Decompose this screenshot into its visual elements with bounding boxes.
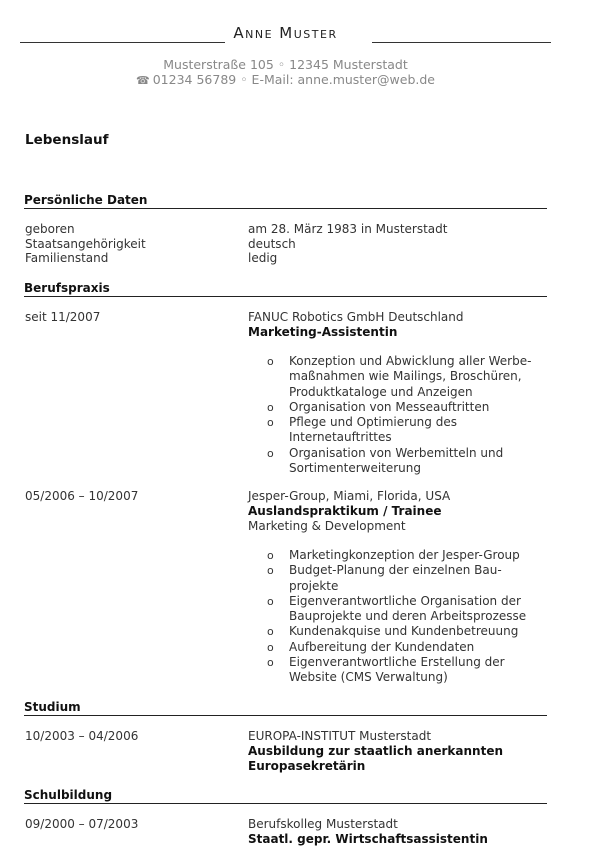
bullet-icon: o bbox=[267, 400, 274, 414]
list-item: o Organisation von Werbemitteln und Sortimenterweiterung bbox=[267, 445, 504, 476]
job-tasks-list bbox=[248, 354, 538, 476]
section-heading-studies: Studium bbox=[24, 700, 547, 716]
value-born: am 28. März 1983 in Musterstadt bbox=[248, 222, 448, 236]
label-born: geboren bbox=[25, 222, 75, 236]
list-item: o Kundenakquise und Kundenbetreuung bbox=[267, 624, 519, 639]
list-item: o Aufbereitung der Kundendaten bbox=[267, 639, 475, 654]
value-nationality: deutsch bbox=[248, 237, 296, 251]
list-item: o Konzeption und Abwicklung aller Werbe- maßnahmen wie Mailings, Broschüren, Produktkataloge und Anzeigen bbox=[267, 354, 532, 399]
bullet-icon: o bbox=[267, 656, 274, 670]
list-item: o Pflege und Optimierung des Internetauftrittes bbox=[267, 415, 457, 445]
school-institution: Berufskolleg Musterstadt bbox=[248, 817, 398, 831]
label-nationality: Staatsangehörigkeit bbox=[25, 237, 146, 251]
phone-icon: ☎ bbox=[136, 74, 150, 87]
document-title: Lebenslauf bbox=[25, 132, 109, 148]
applicant-name: Anne Muster bbox=[233, 24, 338, 42]
list-item: o Eigenverantwortliche Organisation der Bauprojekte und deren Arbeitsprozesse bbox=[267, 593, 527, 624]
cv-header bbox=[0, 0, 600, 100]
study-institution: EUROPA-INSTITUT Musterstadt bbox=[248, 729, 432, 743]
job-role: Auslandspraktikum / Trainee bbox=[248, 504, 442, 518]
study-period: 10/2003 – 04/2006 bbox=[25, 729, 139, 743]
section-heading-personal: Persönliche Daten bbox=[24, 193, 547, 209]
bullet-icon: o bbox=[267, 594, 274, 608]
header-rule-left bbox=[20, 42, 225, 43]
section-heading-school: Schulbildung bbox=[24, 788, 547, 804]
section-heading-work: Berufspraxis bbox=[24, 281, 547, 297]
list-item: o Eigenverantwortliche Erstellung der Website (CMS Verwaltung) bbox=[267, 655, 505, 685]
label-marital-status: Familienstand bbox=[25, 251, 109, 265]
bullet-icon: o bbox=[267, 564, 274, 578]
study-degree-line2: Europasekretärin bbox=[248, 759, 366, 773]
bullet-icon: o bbox=[267, 640, 274, 654]
bullet-icon: o bbox=[267, 355, 274, 368]
study-degree-line1: Ausbildung zur staatlich anerkannten bbox=[248, 744, 504, 758]
bullet-icon: o bbox=[267, 446, 274, 460]
bullet-icon: o bbox=[267, 625, 274, 639]
job-role: Marketing-Assistentin bbox=[248, 325, 398, 339]
bullet-icon: o bbox=[267, 416, 274, 430]
list-item: o Marketingkonzeption der Jesper-Group bbox=[267, 548, 520, 562]
address: Musterstraße 105 ◦ 12345 Musterstadt bbox=[163, 57, 408, 72]
job-company: FANUC Robotics GmbH Deutschland bbox=[248, 310, 464, 324]
job-period: 05/2006 – 10/2007 bbox=[25, 489, 139, 503]
job-period: seit 11/2007 bbox=[25, 310, 101, 324]
value-marital-status: ledig bbox=[248, 251, 278, 265]
job-company: Jesper-Group, Miami, Florida, USA bbox=[248, 489, 451, 503]
bullet-icon: o bbox=[267, 549, 274, 562]
header-rule-right bbox=[372, 42, 551, 43]
contact-text: 01234 56789 ◦ E-Mail: anne.muster@web.de bbox=[152, 72, 435, 87]
list-item: o Budget-Planung der einzelnen Bau- projekte bbox=[267, 563, 502, 593]
school-degree: Staatl. gepr. Wirtschaftsassistentin bbox=[248, 832, 488, 846]
school-period: 09/2000 – 07/2003 bbox=[25, 817, 139, 831]
list-item: o Organisation von Messeauftritten bbox=[267, 399, 490, 414]
job-tasks-list bbox=[248, 548, 538, 686]
contact-line bbox=[0, 72, 571, 87]
job-subtitle: Marketing & Development bbox=[248, 519, 406, 533]
